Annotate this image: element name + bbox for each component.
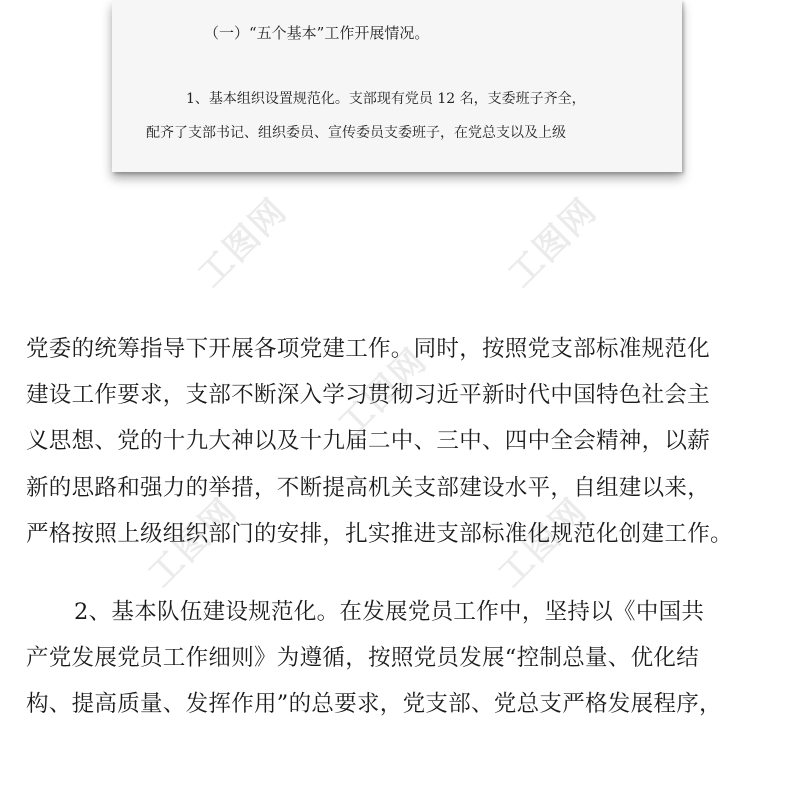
card-text-line: 1、基本组织设置规范化。支部现有党员 12 名，支委班子齐全， <box>186 91 586 107</box>
card-text-line: 配齐了支部书记、组织委员、宣传委员支委班子，在党总支以及上级 <box>146 125 566 141</box>
section-heading: （一）“五个基本”工作开展情况。 <box>204 24 430 42</box>
text-line: 新的思路和强力的举措，不断提高机关支部建设水平，自组建以来， <box>26 474 711 501</box>
text-line: 党委的统筹指导下开展各项党建工作。同时，按照党支部标准规范化 <box>26 336 711 362</box>
text-line: 建设工作要求，支部不断深入学习贯彻习近平新时代中国特色社会主 <box>26 382 711 409</box>
text-line: 构、提高质量、发挥作用”的总要求，党支部、党总支严格发展程序， <box>26 691 722 718</box>
watermark: 工图网 <box>190 190 295 295</box>
document-preview-card <box>112 0 682 172</box>
watermark: 工图网 <box>330 340 435 445</box>
watermark: 工图网 <box>140 490 245 595</box>
document-body <box>26 326 786 728</box>
watermark: 工图网 <box>500 190 605 295</box>
paragraph-spacer <box>26 557 786 589</box>
text-line: 义思想、党的十九大神以及十九届二中、三中、四中全会精神，以薪 <box>26 428 711 455</box>
text-line: 严格按照上级组织部门的安排，扎实推进支部标准化规范化创建工作。 <box>26 520 733 547</box>
text-line: 2、基本队伍建设规范化。在发展党员工作中，坚持以《中国共 <box>74 599 705 626</box>
watermark: 工图网 <box>490 490 595 595</box>
text-line: 产党发展党员工作细则》为遵循，按照党员发展“控制总量、优化结 <box>26 645 700 672</box>
